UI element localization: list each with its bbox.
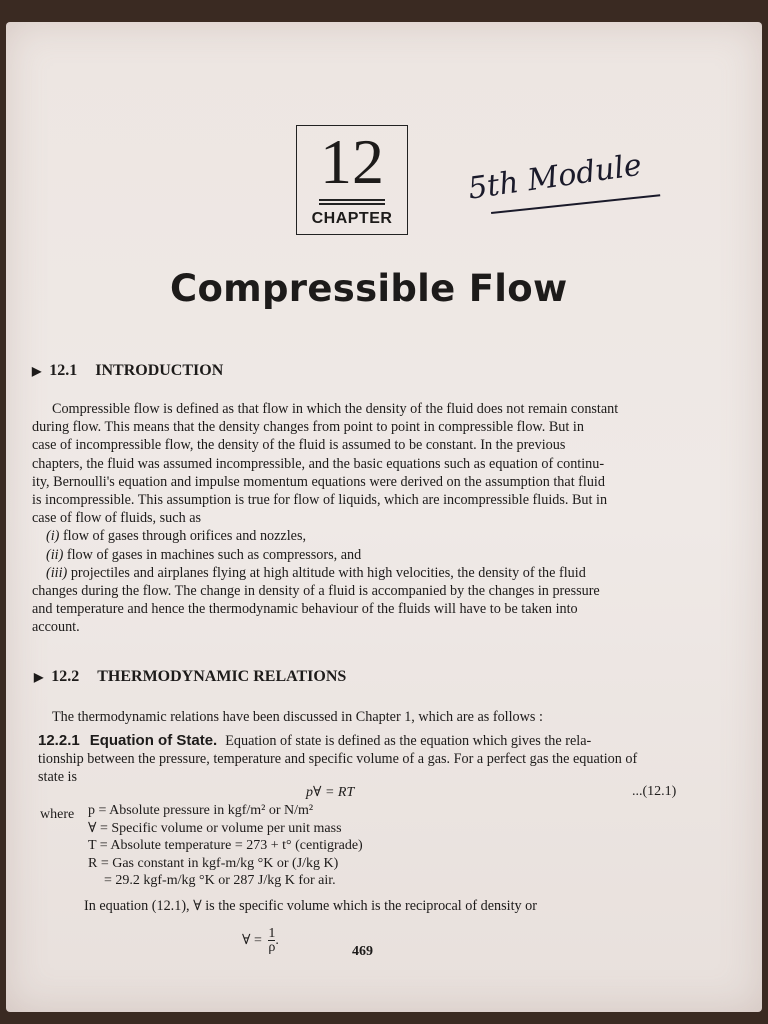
triangle-bullet-icon: ▶ <box>34 670 44 684</box>
equation-number: ...(12.1) <box>632 784 677 799</box>
subsection-line: 12.2.1 Equation of State. Equation of state is defined as the equation which gives the rela- <box>38 732 592 749</box>
subsection-title: Equation of State. <box>89 732 218 749</box>
list-item: (i) flow of gases through orifices and nozzles, <box>46 528 307 545</box>
definition-line: ∀ = Specific volume or volume per unit mass <box>88 820 342 836</box>
chapter-rule <box>319 203 385 205</box>
text-line: and temperature and hence the thermodynamic behaviour of the fluids will have to be taken into <box>32 601 578 618</box>
definition-line: p = Absolute pressure in kgf/m² or N/m² <box>88 803 314 818</box>
text-line: is incompressible. This assumption is true for flow of liquids, which are incompressible fluids. But in <box>32 492 608 509</box>
fraction-numerator: 1 <box>268 926 276 941</box>
text-line: account. <box>32 619 80 636</box>
section-title: INTRODUCTION <box>95 362 224 379</box>
handwritten-annotation: 5th Module <box>466 147 644 207</box>
equation-12-1: p∀ = RT <box>306 785 355 800</box>
fraction-denominator: ρ <box>268 940 276 955</box>
intro-paragraph <box>32 400 692 637</box>
text-line: case of incompressible flow, the density of the fluid is assumed to be constant. In the previous <box>32 437 566 454</box>
section-heading-intro <box>32 362 223 380</box>
subsection-number: 12.2.1 <box>38 732 80 749</box>
list-item: (ii) flow of gases in machines such as compressors, and <box>46 546 362 563</box>
text-line: ity, Bernoulli's equation and impulse momentum equations were derived on the assumption that fluid <box>32 473 605 490</box>
section-heading-thermo <box>34 668 346 686</box>
where-label: where <box>40 807 75 822</box>
definition-line: T = Absolute temperature = 273 + t° (centigrade) <box>88 838 363 853</box>
fraction <box>268 927 275 955</box>
text-line: Compressible flow is defined as that flow in which the density of the fluid does not remain constant <box>52 401 619 417</box>
text-line: case of flow of fluids, such as <box>32 510 202 527</box>
thermo-intro: The thermodynamic relations have been discussed in Chapter 1, which are as follows : <box>52 709 543 725</box>
book-page <box>6 22 762 1012</box>
section-number: 12.2 <box>51 668 80 685</box>
definitions-list <box>88 802 363 890</box>
chapter-box <box>296 125 408 235</box>
definition-line: = 29.2 kgf-m/kg °K or 287 J/kg K for air. <box>104 873 336 888</box>
section-title: THERMODYNAMIC RELATIONS <box>97 668 347 685</box>
text-line: changes during the flow. The change in density of a fluid is accompanied by the changes in pressure <box>32 583 600 600</box>
text-line: during flow. This means that the density changes from point to point in compressible flow. But in <box>32 419 584 436</box>
text-line: chapters, the fluid was assumed incompressible, and the basic equations such as equation of continu- <box>32 455 605 472</box>
chapter-title: Compressible Flow <box>170 267 568 310</box>
text-line: tionship between the pressure, temperature and specific volume of a gas. For a perfect gas the equation of <box>38 751 638 768</box>
definition-line: R = Gas constant in kgf-m/kg °K or (J/kg K) <box>88 855 339 871</box>
page-number: 469 <box>352 944 373 959</box>
section-number: 12.1 <box>49 362 78 379</box>
triangle-bullet-icon: ▶ <box>32 364 42 378</box>
text-line: state is <box>38 769 78 786</box>
chapter-number: 12 <box>320 126 384 197</box>
closing-line: In equation (12.1), ∀ is the specific volume which is the reciprocal of density or <box>84 898 537 914</box>
chapter-label: CHAPTER <box>311 210 393 227</box>
equation-of-state-paragraph <box>38 732 694 787</box>
list-item: (iii) projectiles and airplanes flying at high altitude with high velocities, the density of the fluid <box>46 564 586 581</box>
chapter-rule <box>319 199 385 201</box>
density-fraction: ∀ = $\frac{1}{\rho}$ . <box>242 926 279 955</box>
fraction-lhs: ∀ = <box>242 933 262 949</box>
